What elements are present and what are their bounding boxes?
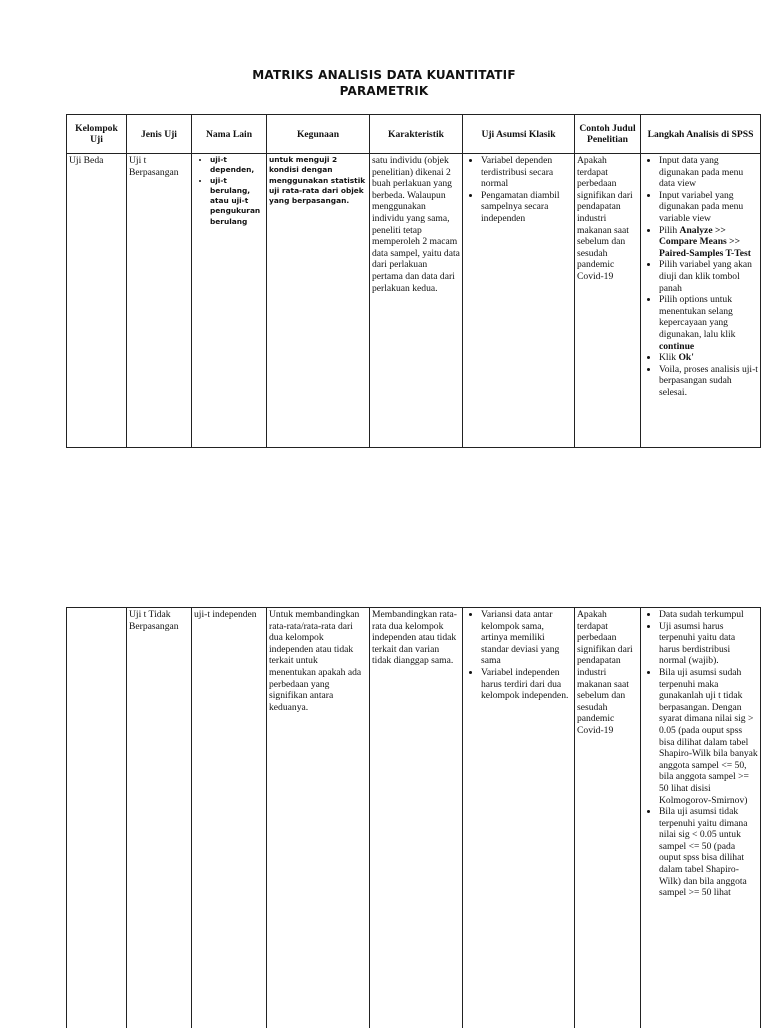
cell-nama-lain: uji-t independen — [192, 608, 267, 1028]
matrix-table-2 — [66, 607, 761, 1028]
cell-asumsi — [463, 154, 575, 448]
header-uji-asumsi: Uji Asumsi Klasik — [463, 115, 575, 154]
title-line-2: PARAMETRIK — [339, 84, 429, 98]
list-item: • Input variabel yang digunakan pada menu variable view — [659, 190, 758, 225]
cell-karakteristik: satu individu (objek penelitian) dikenai 2 buah perlakuan yang berbeda. Walaupun menggunakan individu yang sama, peneliti tetap memperoleh 2 macam data sampel, yaitu data dari perlakuan pertama dan data dari perlakuan kedua. — [370, 154, 463, 448]
cell-nama-lain — [192, 154, 267, 448]
asumsi-list — [465, 155, 572, 225]
step-text: Pilih — [659, 224, 680, 236]
cell-kelompok: Uji Beda — [67, 154, 127, 448]
cell-kelompok — [67, 608, 127, 1028]
header-kelompok-uji: Kelompok Uji — [67, 115, 127, 154]
cell-contoh: Apakah terdapat perbedaan signifikan dari pendapatan industri makanan saat sebelum dan sesudah pandemic Covid-19 — [575, 608, 641, 1028]
cell-asumsi — [463, 608, 575, 1028]
table-row — [67, 154, 761, 448]
header-jenis-uji: Jenis Uji — [127, 115, 192, 154]
table-row — [67, 608, 761, 1028]
cell-karakteristik: Membandingkan rata-rata dua kelompok independen atau tidak terkait dan varian tidak dianggap sama. — [370, 608, 463, 1028]
header-nama-lain: Nama Lain — [192, 115, 267, 154]
list-item: • Bila uji asumsi sudah terpenuhi maka gunakanlah uji t tidak berpasangan. Dengan syarat dimana nilai sig > 0.05 (pada ouput spss bisa dilihat dalam tabel Shapiro-Wilk bila banyak anggota sampel <= 50, bila anggota sampel >= 50 lihat disisi Kolmogorov-Smirnov) — [659, 667, 758, 806]
asumsi-list — [465, 609, 572, 702]
list-item: • Bila uji asumsi tidak terpenuhi yaitu dimana nilai sig < 0.05 untuk sampel <= 50 (pada ouput spss bisa dilihat dalam tabel Shapiro-Wilk) dan bila anggota sampel >= 50 lihat — [659, 806, 758, 899]
list-item — [659, 352, 758, 364]
header-langkah-spss: Langkah Analisis di SPSS — [641, 115, 761, 154]
cell-langkah — [641, 608, 761, 1028]
step-bold: continue — [659, 340, 695, 352]
cell-jenis: Uji t Berpasangan — [127, 154, 192, 448]
cell-jenis: Uji t Tidak Berpasangan — [127, 608, 192, 1028]
header-row — [67, 115, 761, 154]
list-item — [659, 294, 758, 352]
cell-kegunaan: untuk menguji 2 kondisi dengan menggunakan statistik uji rata-rata dari objek yang berpasangan. — [267, 154, 370, 448]
cell-contoh: Apakah terdapat perbedaan signifikan dari pendapatan industri makanan saat sebelum dan sesudah pandemic Covid-19 — [575, 154, 641, 448]
list-item — [659, 225, 758, 260]
step-text: Klik — [659, 352, 679, 364]
cell-langkah — [641, 154, 761, 448]
list-item: • Variabel independen harus terdiri dari dua kelompok independen. — [481, 667, 572, 702]
list-item: • Variansi data antar kelompok sama, artinya memiliki standar deviasi yang sama — [481, 609, 572, 667]
list-item: • Voila, proses analisis uji-t berpasangan sudah selesai. — [659, 364, 758, 399]
title-line-1: MATRIKS ANALISIS DATA KUANTITATIF — [252, 68, 516, 82]
list-item: • Pilih variabel yang akan diuji dan klik tombol panah — [659, 259, 758, 294]
step-text: Pilih options untuk menentukan selang kepercayaan yang digunakan, lalu klik — [659, 294, 736, 340]
header-contoh-judul: Contoh Judul Penelitian — [575, 115, 641, 154]
step-bold: Ok' — [678, 352, 694, 364]
cell-kegunaan: Untuk membandingkan rata-rata/rata-rata dari dua kelompok independen atau tidak terkait untuk menentukan apakah ada perbedaan yang signifikan antara keduanya. — [267, 608, 370, 1028]
langkah-list — [643, 609, 758, 899]
list-item: • Pengamatan diambil sampelnya secara independen — [481, 190, 572, 225]
step-menu-path: Analyze >> Compare Means >> Paired-Samples T-Test — [659, 224, 751, 259]
nama-lain-list — [194, 155, 264, 227]
list-item: • uji-t berulang, atau uji-t pengukuran berulang — [210, 176, 264, 227]
list-item: • uji-t dependen, — [210, 155, 264, 176]
list-item: • Data sudah terkumpul — [659, 609, 758, 621]
list-item: • Variabel dependen terdistribusi secara normal — [481, 155, 572, 190]
header-kegunaan: Kegunaan — [267, 115, 370, 154]
list-item: • Input data yang digunakan pada menu data view — [659, 155, 758, 190]
document-title — [0, 67, 768, 99]
matrix-table-1 — [66, 114, 761, 448]
header-karakteristik: Karakteristik — [370, 115, 463, 154]
list-item: • Uji asumsi harus terpenuhi yaitu data harus berdistribusi normal (wajib). — [659, 621, 758, 667]
langkah-list — [643, 155, 758, 398]
